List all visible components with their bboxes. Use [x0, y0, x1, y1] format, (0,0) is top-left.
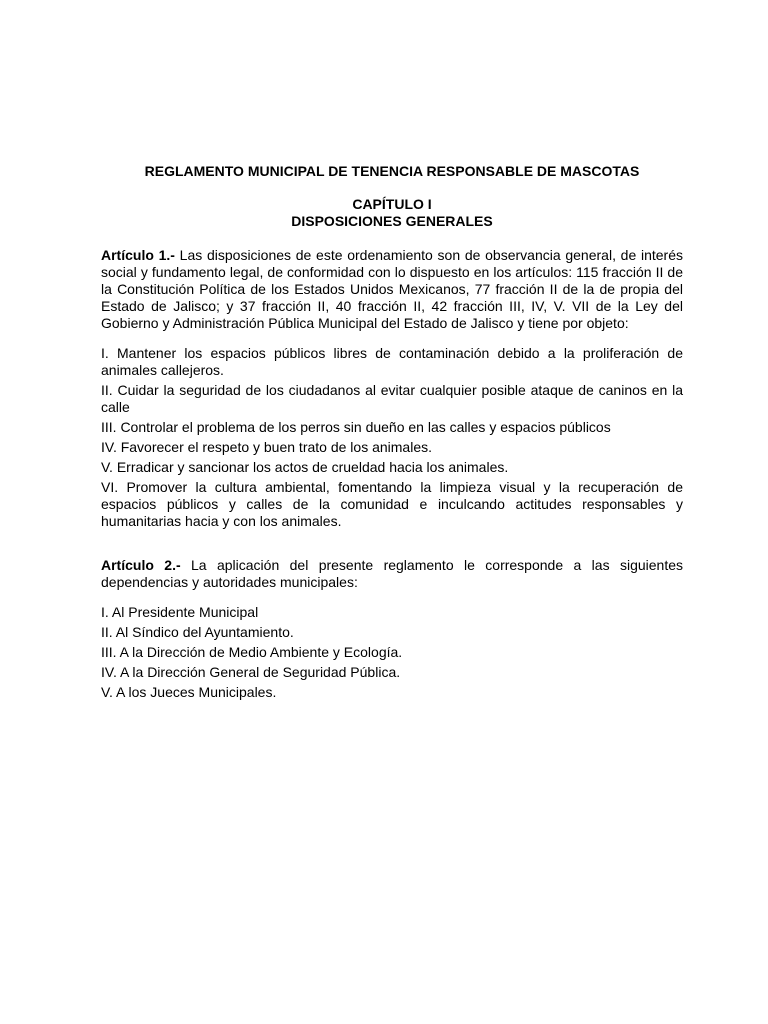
list-item: V. Erradicar y sancionar los actos de crueldad hacia los animales. [101, 459, 509, 475]
list-item: II. Al Síndico del Ayuntamiento. [101, 624, 294, 640]
document-body [101, 163, 683, 704]
list-item: IV. A la Dirección General de Seguridad Pública. [101, 664, 401, 680]
chapter-heading [101, 196, 683, 230]
article-1-label: Artículo 1.- [101, 247, 175, 263]
chapter-name: DISPOSICIONES GENERALES [291, 213, 493, 229]
article-2-label: Artículo 2.- [101, 557, 181, 573]
article-1-text: Las disposiciones de este ordenamiento son de observancia general, de interés social y fundamento legal, de conformidad con lo dispuesto en los artículos: 115 fracción II de la Constitución Política de los Estados Unidos Mexicanos, 77 fracción II de la de propia del Estado de Jalisco; y 37 fracción II, 40 fracción II, 42 fracción III, IV, V. VII de la Ley del Gobierno y Administración Pública Municipal del Estado de Jalisco y tiene por objeto: [101, 247, 683, 331]
list-item: V. A los Jueces Municipales. [101, 684, 277, 700]
article-2-list [101, 604, 683, 701]
document-title: REGLAMENTO MUNICIPAL DE TENENCIA RESPONSABLE DE MASCOTAS [144, 163, 640, 179]
article-1-list [101, 345, 683, 530]
article-2-text: La aplicación del presente reglamento le corresponde a las siguientes dependencias y autoridades municipales: [101, 557, 683, 590]
list-item: VI. Promover la cultura ambiental, fomentando la limpieza visual y la recuperación de espacios públicos y calles de la comunidad e inculcando actitudes responsables y humanitarias hacia y con los animales. [101, 479, 683, 529]
list-item: III. A la Dirección de Medio Ambiente y Ecología. [101, 644, 403, 660]
list-item: I. Al Presidente Municipal [101, 604, 259, 620]
list-item: II. Cuidar la seguridad de los ciudadanos al evitar cualquier posible ataque de caninos en la calle [101, 382, 683, 415]
list-item: I. Mantener los espacios públicos libres de contaminación debido a la proliferación de animales callejeros. [101, 345, 683, 378]
list-item: III. Controlar el problema de los perros sin dueño en las calles y espacios públicos [101, 419, 611, 435]
article-1-paragraph [101, 247, 683, 332]
list-item: IV. Favorecer el respeto y buen trato de los animales. [101, 439, 432, 455]
chapter-number: CAPÍTULO I [352, 196, 432, 212]
article-2-paragraph [101, 557, 683, 591]
